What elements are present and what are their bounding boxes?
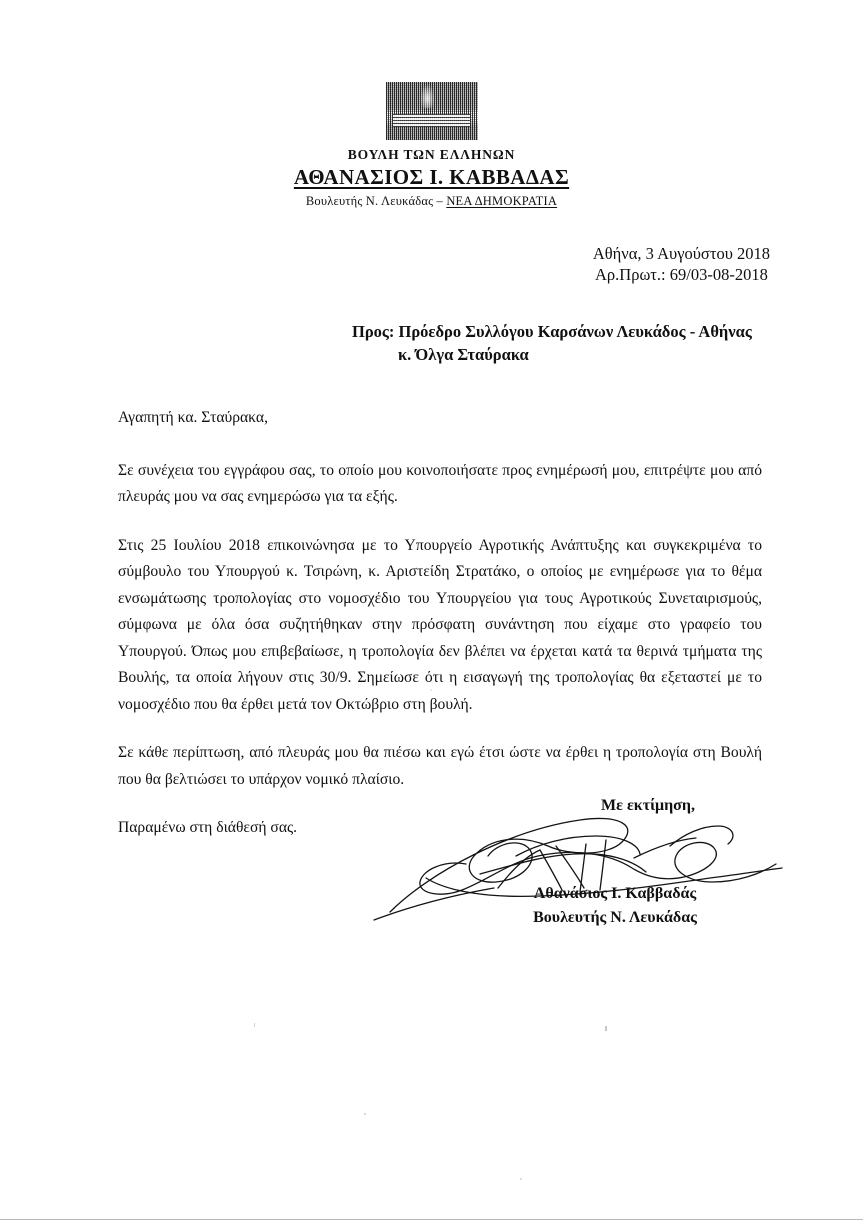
scan-speck bbox=[254, 1023, 255, 1027]
signer-name: Αθανάσιος Ι. Καββαδάς bbox=[533, 885, 697, 902]
scan-speck bbox=[520, 1178, 522, 1180]
scan-speck bbox=[430, 689, 432, 691]
recipient-block bbox=[352, 320, 752, 366]
scan-speck bbox=[605, 1026, 607, 1031]
letterhead-role-prefix: Βουλευτής Ν. Λευκάδας – bbox=[305, 194, 447, 208]
letterhead bbox=[0, 82, 863, 210]
hellenic-parliament-emblem-icon bbox=[386, 82, 478, 140]
recipient-line-2: κ. Όλγα Σταύρακα bbox=[398, 345, 529, 364]
letter-body bbox=[118, 405, 762, 864]
paragraph-1: Σε συνέχεια του εγγράφου σας, το οποίο μου κοινοποιήσατε προς ενημέρωσή μου, επιτρέψτε μου από πλευράς μου να σας ενημερώσω για τα εξής. bbox=[118, 461, 762, 505]
letterhead-role bbox=[0, 193, 863, 210]
letterhead-party: ΝΕΑ ΔΗΜΟΚΡΑΤΙΑ bbox=[446, 194, 558, 208]
letterhead-name: ΑΘΑΝΑΣΙΟΣ Ι. ΚΑΒΒΑΔΑΣ bbox=[293, 165, 570, 189]
paragraph-2: Στις 25 Ιουλίου 2018 επικοινώνησα με το Υπουργείο Αγροτικής Ανάπτυξης και συγκεκριμένα το σύμβουλο του Υπουργού κ. Τσιρώνη, κ. Αριστείδη Στρατάκο, ο οποίος με ενημέρωσε για το θέμα ενσωμάτωσης τροπολογίας στο νομοσχέδιο του Υπουργείου για τους Αγροτικούς Συνεταιρισμούς, σύμφωνα με όλα όσα συζητήθηκαν στην πρόσφατη συνάντηση που είχαμε στο γραφείο του Υπουργού. Όπως μου επιβεβαίωσε, η τροπολογία δεν βλέπει να έρχεται κατά τα θερινά τμήματα της Βουλής, τα οποία λήγουν στις 30/9. Σημείωσε ότι η εισαγωγή της τροπολογίας θα εξεταστεί με το νομοσχέδιο που θα έρθει μετά τον Οκτώβριο στη βουλή. bbox=[118, 536, 762, 713]
signer-title: Βουλευτής Ν. Λευκάδας bbox=[533, 909, 697, 926]
protocol-number: Αρ.Πρωτ.: 69/03-08-2018 bbox=[595, 265, 768, 284]
paragraph-4: Παραμένω στη διάθεσή σας. bbox=[118, 819, 298, 836]
letterhead-institution: ΒΟΥΛΗ ΤΩΝ ΕΛΛΗΝΩΝ bbox=[347, 147, 516, 162]
recipient-line-1: Προς: Πρόεδρο Συλλόγου Καρσάνων Λευκάδος - Αθήνας bbox=[352, 322, 752, 341]
paragraph-3: Σε κάθε περίπτωση, από πλευράς μου θα πιέσω και εγώ έτσι ώστε να έρθει η τροπολογία στη Βουλή που θα βελτιώσει το υπάρχον νομικό πλαίσιο. bbox=[118, 744, 762, 788]
scan-speck bbox=[172, 493, 174, 495]
valediction: Με εκτίμηση, bbox=[601, 797, 695, 814]
date-block bbox=[593, 243, 770, 285]
place-and-date: Αθήνα, 3 Αυγούστου 2018 bbox=[592, 244, 770, 263]
signer-block bbox=[470, 882, 760, 930]
scan-speck bbox=[364, 1113, 366, 1115]
salutation: Αγαπητή κα. Σταύρακα, bbox=[118, 409, 268, 426]
